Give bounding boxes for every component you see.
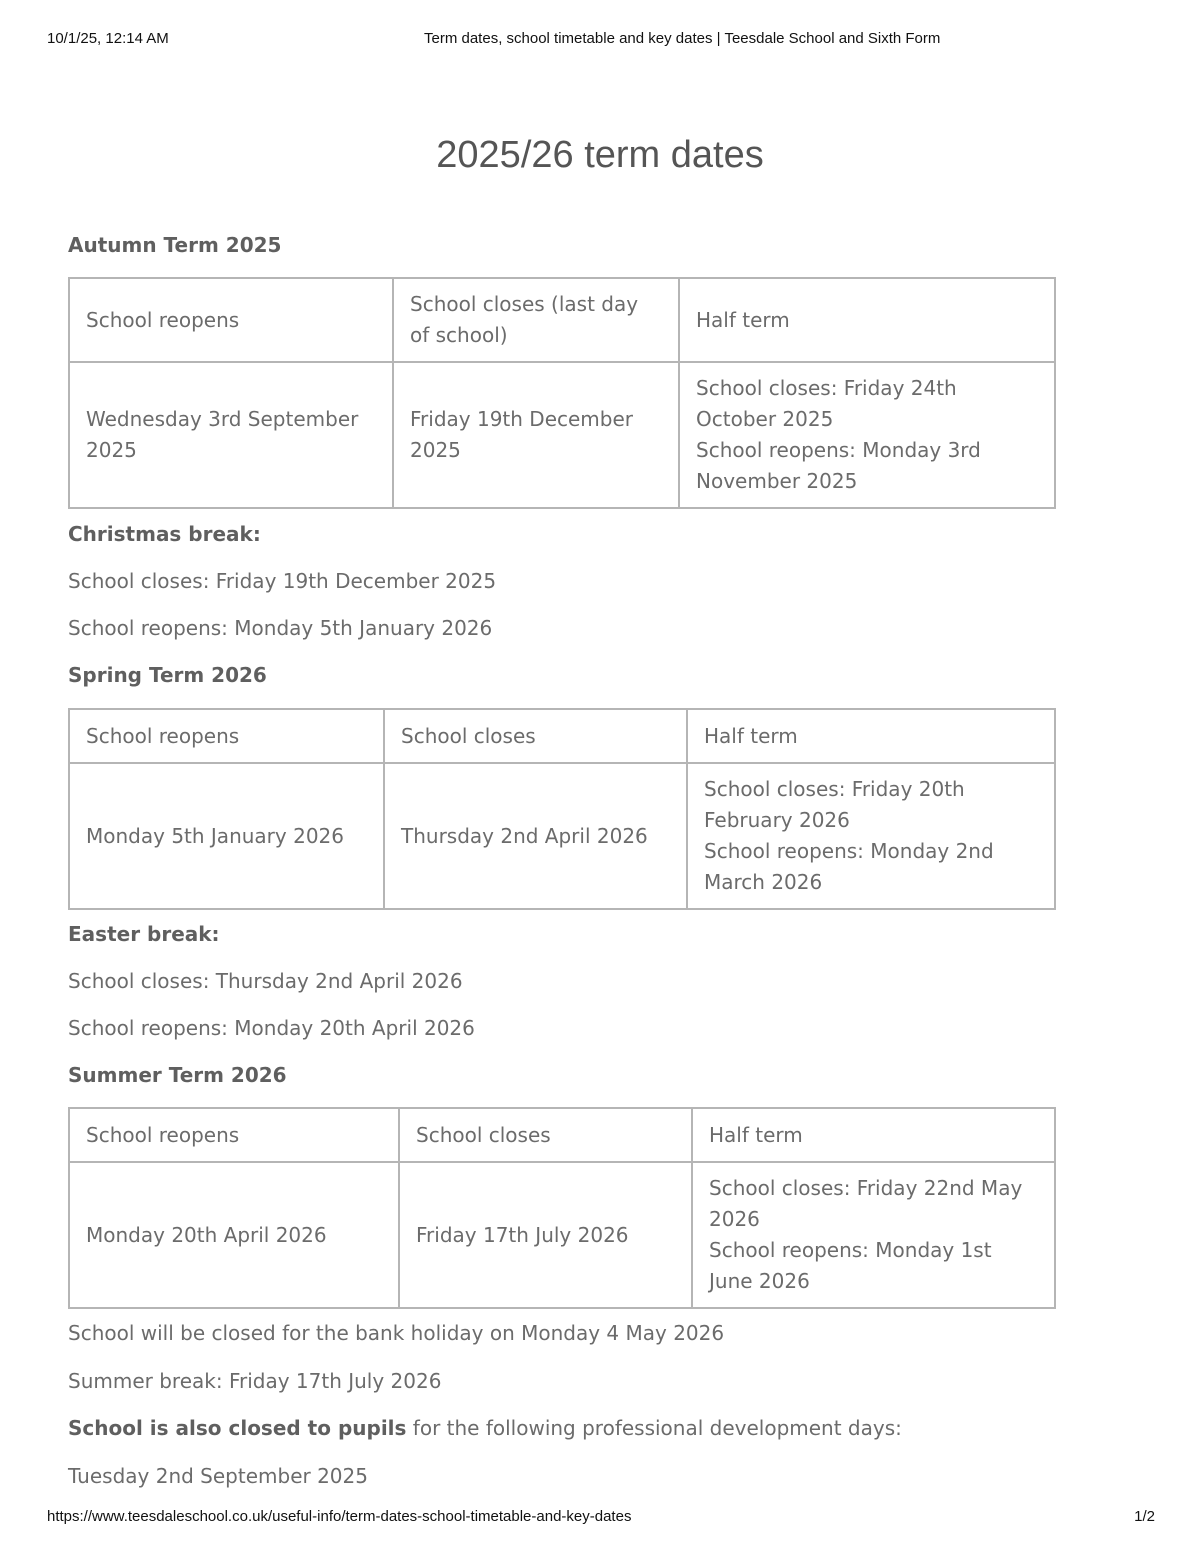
table-row [69,763,1055,909]
closes-cell: Thursday 2nd April 2026 [384,763,687,909]
table-header-row [69,278,1055,362]
half-term-closes: School closes: Friday 20th February 2026 [704,777,965,832]
pd-day-item: Tuesday 2nd September 2025 [68,1464,368,1488]
print-header [47,30,1155,50]
summer-term-heading: Summer Term 2026 [68,1063,287,1087]
half-term-cell [679,362,1055,508]
closes-cell: Friday 17th July 2026 [399,1162,692,1308]
print-url: https://www.teesdaleschool.co.uk/useful-info/term-dates-school-timetable-and-key-dates [47,1508,632,1525]
table-header-cell: School closes [399,1108,692,1162]
table-header-cell: School reopens [69,709,384,763]
christmas-reopens: School reopens: Monday 5th January 2026 [68,616,493,640]
table-row [69,362,1055,508]
easter-closes: School closes: Thursday 2nd April 2026 [68,969,463,993]
easter-reopens: School reopens: Monday 20th April 2026 [68,1016,475,1040]
half-term-cell [687,763,1055,909]
easter-break-heading: Easter break: [68,922,220,946]
half-term-reopens: School reopens: Monday 3rd November 2025 [696,438,981,493]
table-header-cell: School reopens [69,1108,399,1162]
table-header-row [69,1108,1055,1162]
table-row [69,1162,1055,1308]
reopens-cell: Monday 5th January 2026 [69,763,384,909]
autumn-term-table [68,277,1056,509]
closes-cell: Friday 19th December 2025 [393,362,679,508]
table-header-cell: Half term [687,709,1055,763]
pd-days-rest: for the following professional development days: [406,1416,902,1440]
reopens-cell: Wednesday 3rd September 2025 [69,362,393,508]
print-datetime: 10/1/25, 12:14 AM [47,30,169,47]
half-term-cell [692,1162,1055,1308]
spring-term-heading: Spring Term 2026 [68,663,267,687]
summer-break-note: Summer break: Friday 17th July 2026 [68,1369,442,1393]
table-header-cell: Half term [692,1108,1055,1162]
half-term-reopens: School reopens: Monday 1st June 2026 [709,1238,992,1293]
page-title: 2025/26 term dates [436,134,764,176]
pd-days-note [68,1416,902,1440]
half-term-closes: School closes: Friday 22nd May 2026 [709,1176,1023,1231]
autumn-term-heading: Autumn Term 2025 [68,233,282,257]
table-header-cell: School closes [384,709,687,763]
half-term-reopens: School reopens: Monday 2nd March 2026 [704,839,994,894]
table-header-row [69,709,1055,763]
table-header-cell: School reopens [69,278,393,362]
print-page-number: 1/2 [1134,1508,1155,1525]
half-term-closes: School closes: Friday 24th October 2025 [696,376,957,431]
table-header-cell: School closes (last day of school) [393,278,679,362]
christmas-break-heading: Christmas break: [68,522,261,546]
pd-days-bold: School is also closed to pupils [68,1416,407,1440]
print-footer [47,1508,1155,1528]
spring-term-table [68,708,1056,910]
print-page-title: Term dates, school timetable and key dates | Teesdale School and Sixth Form [424,30,941,47]
christmas-closes: School closes: Friday 19th December 2025 [68,569,497,593]
reopens-cell: Monday 20th April 2026 [69,1162,399,1308]
bank-holiday-note: School will be closed for the bank holiday on Monday 4 May 2026 [68,1321,725,1345]
table-header-cell: Half term [679,278,1055,362]
summer-term-table [68,1107,1056,1309]
